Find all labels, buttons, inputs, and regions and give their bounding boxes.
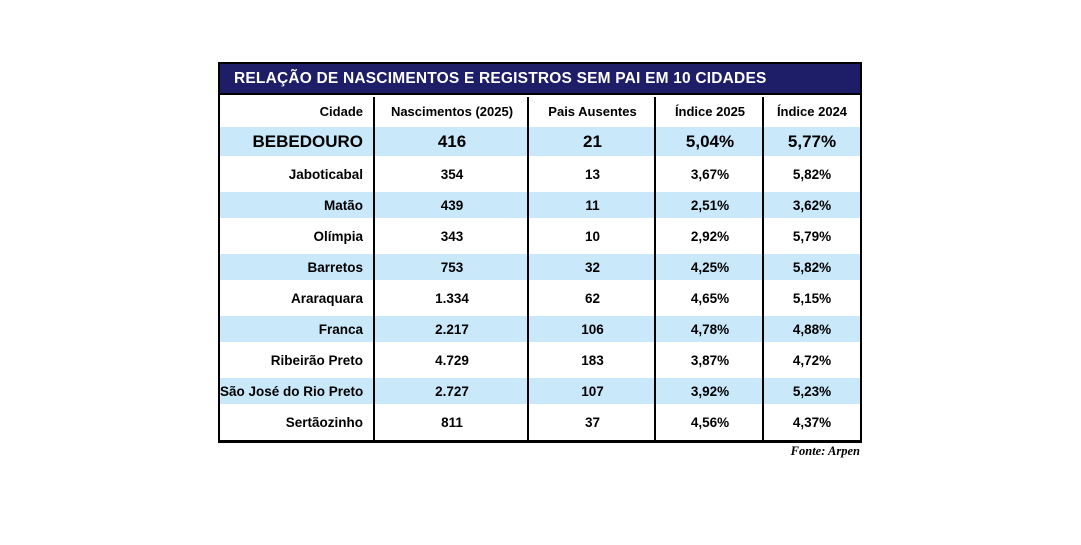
index-2024-cell: 5,15% <box>764 285 860 316</box>
table-stage <box>218 62 862 459</box>
index-2025-cell: 4,56% <box>656 409 764 440</box>
table-title-bar <box>220 64 860 95</box>
absent-fathers-cell: 32 <box>529 254 656 285</box>
table-row <box>220 285 860 316</box>
column-header-nascimentos: Nascimentos (2025) <box>375 95 529 127</box>
births-cell: 354 <box>375 161 529 192</box>
table-row <box>220 127 860 161</box>
city-cell: Sertãozinho <box>220 409 375 440</box>
column-header-cidade: Cidade <box>220 95 375 127</box>
births-cell: 1.334 <box>375 285 529 316</box>
births-cell: 439 <box>375 192 529 223</box>
index-2025-cell: 4,78% <box>656 316 764 347</box>
index-2025-cell: 4,25% <box>656 254 764 285</box>
births-cell: 2.727 <box>375 378 529 409</box>
index-2024-cell: 5,23% <box>764 378 860 409</box>
absent-fathers-cell: 13 <box>529 161 656 192</box>
index-2025-cell: 3,92% <box>656 378 764 409</box>
absent-fathers-cell: 107 <box>529 378 656 409</box>
city-cell: BEBEDOURO <box>220 127 375 161</box>
births-cell: 4.729 <box>375 347 529 378</box>
table-title: RELAÇÃO DE NASCIMENTOS E REGISTROS SEM PAI EM 10 CIDADES <box>234 69 767 87</box>
table-header <box>220 95 860 127</box>
index-2024-cell: 5,77% <box>764 127 860 161</box>
index-2024-cell: 5,82% <box>764 254 860 285</box>
absent-fathers-cell: 106 <box>529 316 656 347</box>
births-table <box>220 95 860 440</box>
index-2025-cell: 3,67% <box>656 161 764 192</box>
index-2024-cell: 4,37% <box>764 409 860 440</box>
index-2025-cell: 5,04% <box>656 127 764 161</box>
index-2024-cell: 4,72% <box>764 347 860 378</box>
births-cell: 811 <box>375 409 529 440</box>
table-row <box>220 347 860 378</box>
absent-fathers-cell: 10 <box>529 223 656 254</box>
index-2025-cell: 2,51% <box>656 192 764 223</box>
index-2024-cell: 5,82% <box>764 161 860 192</box>
table-row <box>220 161 860 192</box>
header-row <box>220 95 860 127</box>
index-2025-cell: 3,87% <box>656 347 764 378</box>
births-table-frame <box>218 62 862 443</box>
column-divider <box>373 97 375 440</box>
births-cell: 343 <box>375 223 529 254</box>
column-header-pais-ausentes: Pais Ausentes <box>529 95 656 127</box>
births-cell: 416 <box>375 127 529 161</box>
city-cell: Barretos <box>220 254 375 285</box>
index-2024-cell: 4,88% <box>764 316 860 347</box>
source-note: Fonte: Arpen <box>790 444 860 458</box>
absent-fathers-cell: 21 <box>529 127 656 161</box>
city-cell: Franca <box>220 316 375 347</box>
births-cell: 753 <box>375 254 529 285</box>
column-divider <box>762 97 764 440</box>
city-cell: Olímpia <box>220 223 375 254</box>
table-row <box>220 316 860 347</box>
city-cell: Jaboticabal <box>220 161 375 192</box>
city-cell: Araraquara <box>220 285 375 316</box>
index-2025-cell: 2,92% <box>656 223 764 254</box>
table-row <box>220 192 860 223</box>
city-cell: Ribeirão Preto <box>220 347 375 378</box>
city-cell: Matão <box>220 192 375 223</box>
column-header-indice-2025: Índice 2025 <box>656 95 764 127</box>
absent-fathers-cell: 11 <box>529 192 656 223</box>
absent-fathers-cell: 62 <box>529 285 656 316</box>
absent-fathers-cell: 37 <box>529 409 656 440</box>
table-row <box>220 378 860 409</box>
table-row <box>220 254 860 285</box>
births-cell: 2.217 <box>375 316 529 347</box>
city-cell: São José do Rio Preto <box>220 378 375 409</box>
index-2024-cell: 5,79% <box>764 223 860 254</box>
table-row <box>220 223 860 254</box>
column-header-indice-2024: Índice 2024 <box>764 95 860 127</box>
table-body <box>220 127 860 440</box>
column-divider <box>527 97 529 440</box>
index-2024-cell: 3,62% <box>764 192 860 223</box>
table-row <box>220 409 860 440</box>
index-2025-cell: 4,65% <box>656 285 764 316</box>
absent-fathers-cell: 183 <box>529 347 656 378</box>
column-divider <box>654 97 656 440</box>
